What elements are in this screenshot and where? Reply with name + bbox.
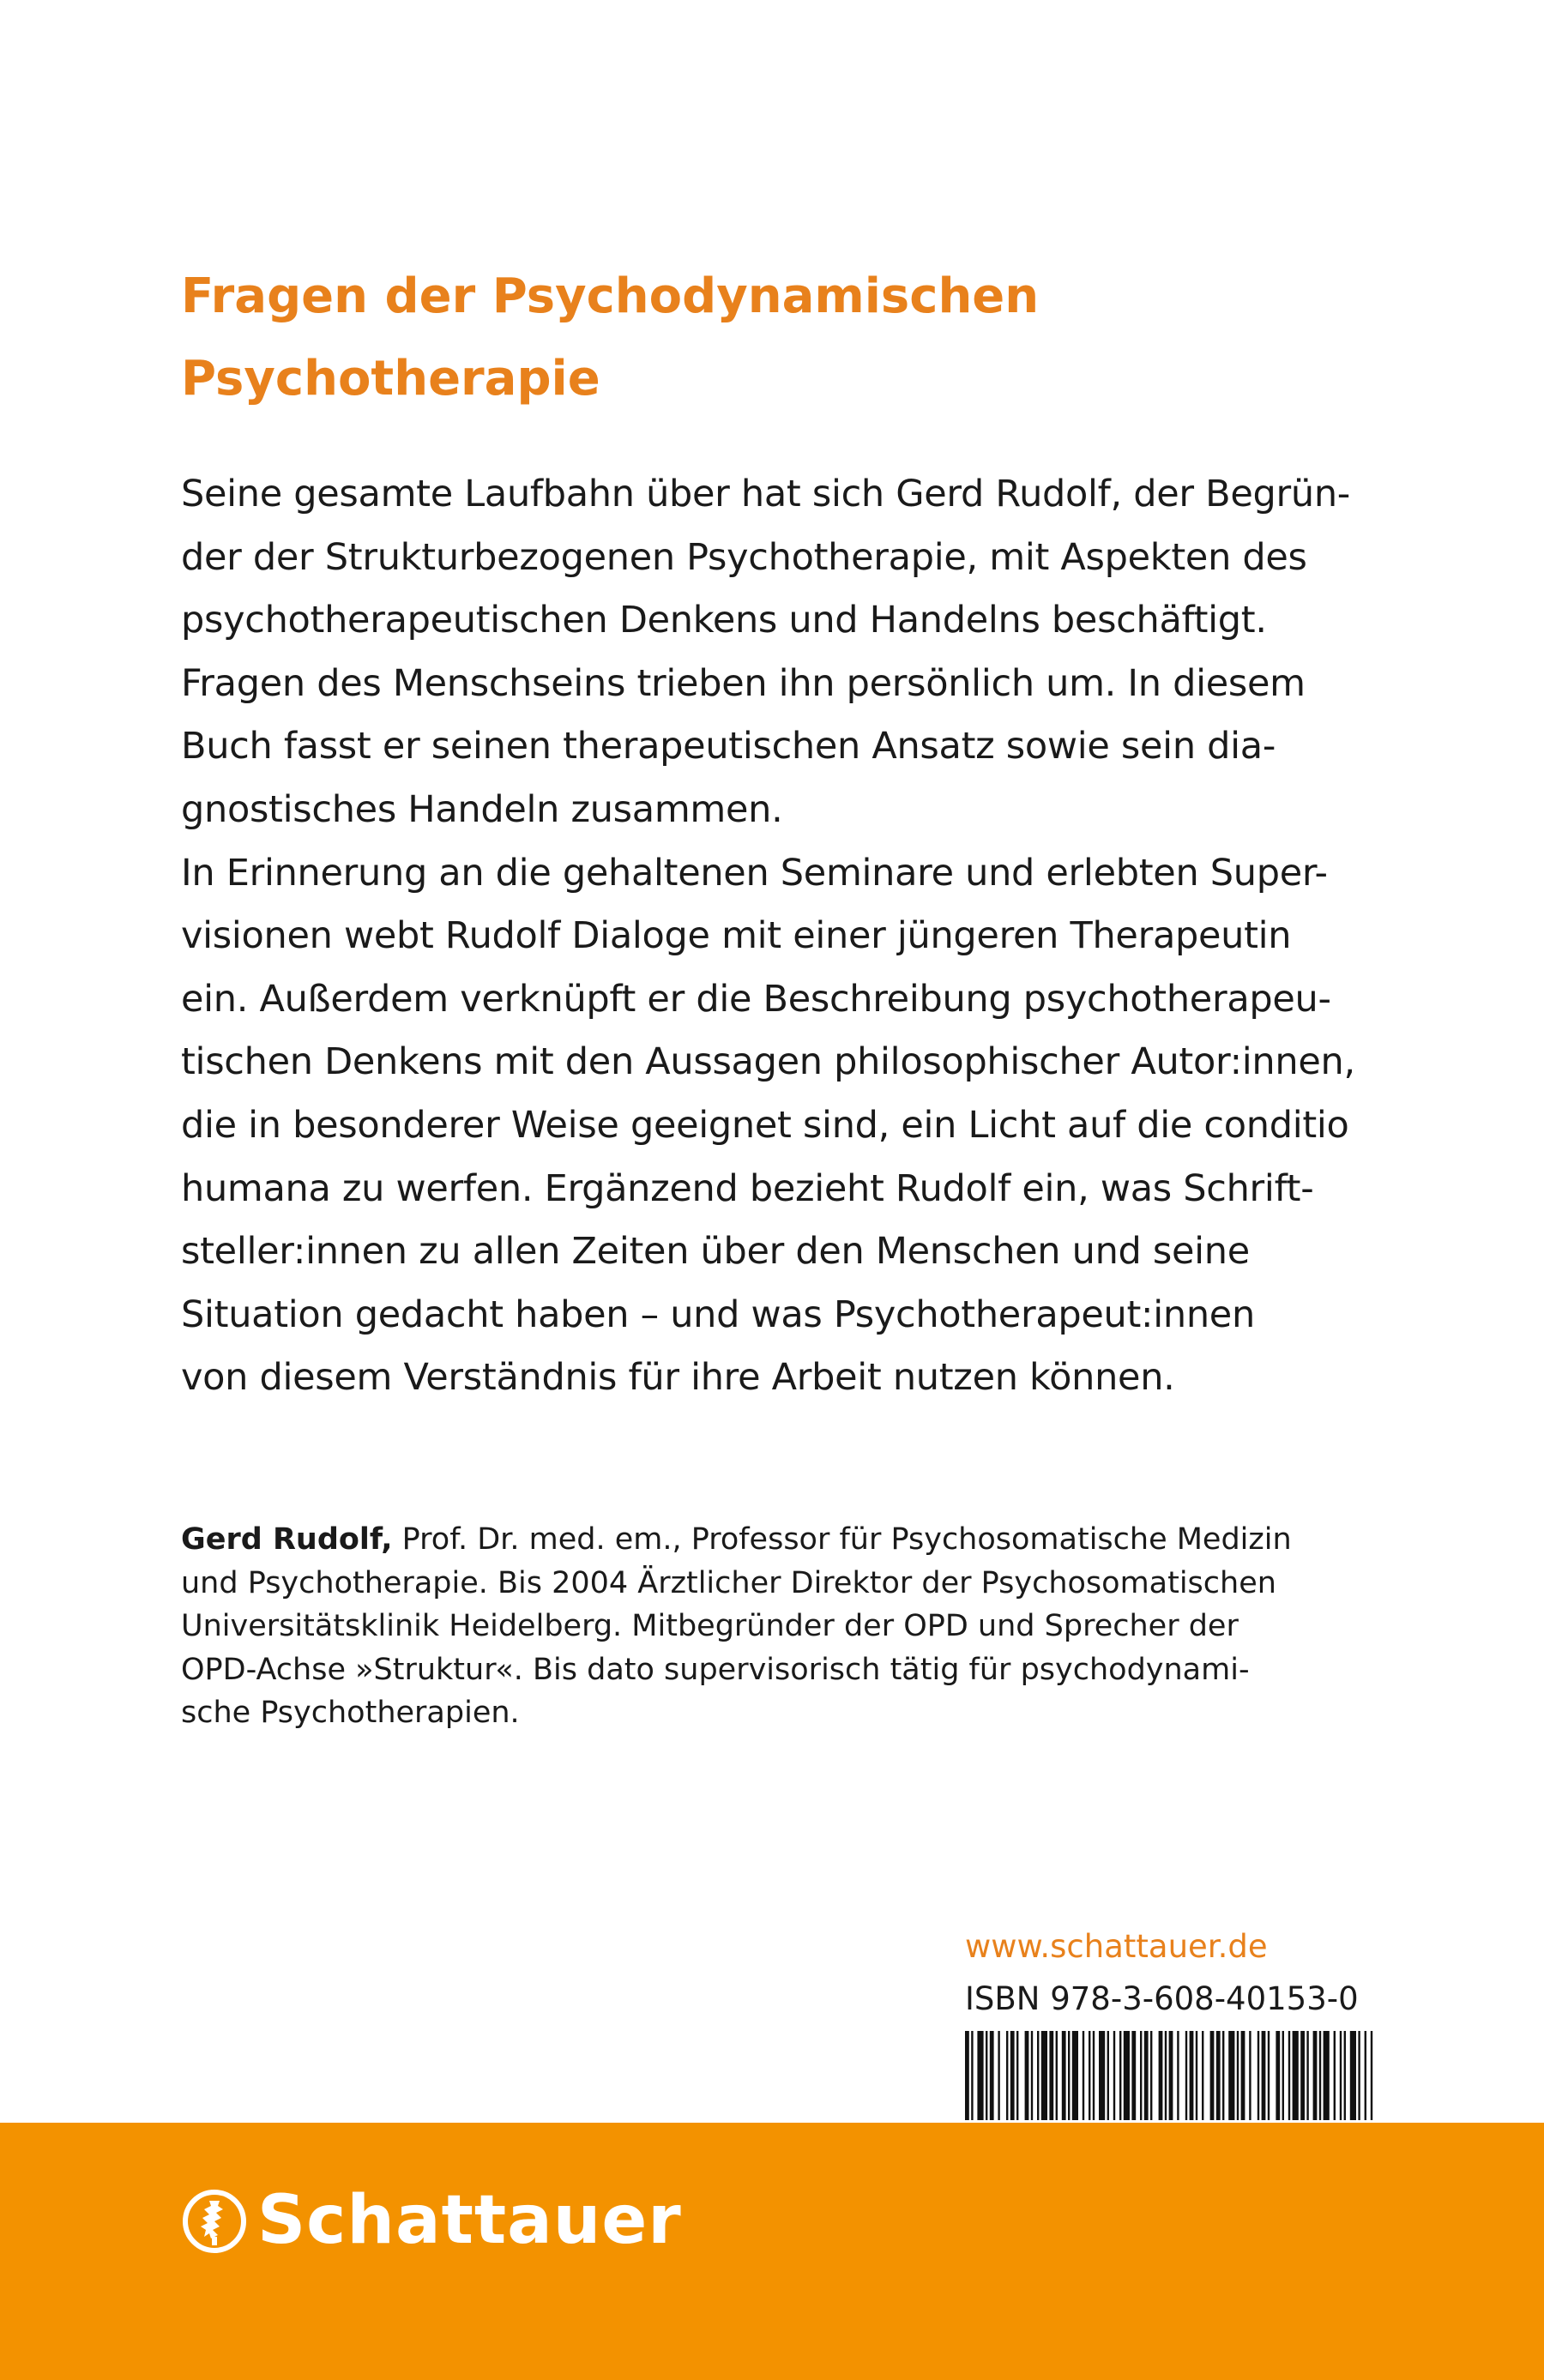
barcode-bar — [990, 2031, 994, 2120]
schattauer-logo-text[interactable]: Schattauer — [257, 2182, 682, 2259]
barcode-bar — [1124, 2031, 1130, 2120]
barcode-bar — [1237, 2031, 1239, 2120]
barcode-bar — [1041, 2031, 1047, 2120]
barcode-bar — [1319, 2031, 1321, 2120]
barcode-bar — [1185, 2031, 1187, 2120]
description-line: psychotherapeutischen Denkens und Handelns beschäftigt. — [181, 599, 1267, 642]
author-bio — [181, 1518, 1399, 1735]
barcode-bar — [1113, 2031, 1115, 2120]
barcode-bar — [1144, 2031, 1149, 2120]
barcode-bar — [1037, 2031, 1039, 2120]
barcode-bar — [977, 2031, 983, 2120]
barcode-bar — [1072, 2031, 1078, 2120]
isbn-number: ISBN 978-3-608-40153-0 — [965, 1980, 1359, 2017]
barcode-bar — [1159, 2031, 1163, 2120]
barcode-bar — [1190, 2031, 1194, 2120]
barcode-bar — [1300, 2031, 1305, 2120]
barcode-bar — [1228, 2031, 1234, 2120]
publisher-url[interactable]: www.schattauer.de — [965, 1928, 1268, 1965]
barcode-bar — [986, 2031, 987, 2120]
barcode-bar — [1056, 2031, 1058, 2120]
barcode-bar — [1196, 2031, 1197, 2120]
barcode-bar — [1049, 2031, 1053, 2120]
description-line: Fragen des Menschseins trieben ihn persönlich um. In diesem — [181, 661, 1306, 705]
description-line: die in besonderer Weise geeignet sind, ein Licht auf die conditio — [181, 1103, 1349, 1147]
barcode-bar — [1169, 2031, 1173, 2120]
author-bio-line: sche Psychotherapien. — [181, 1696, 520, 1730]
barcode-bar — [971, 2031, 973, 2120]
author-bio-line: und Psychotherapie. Bis 2004 Ärztlicher Direktor der Psychosomatischen — [181, 1565, 1276, 1600]
barcode-bar — [1249, 2031, 1251, 2120]
barcode-bar — [1016, 2031, 1018, 2120]
description-line: humana zu werfen. Ergänzend bezieht Rudolf ein, was Schrift- — [181, 1166, 1314, 1210]
description-line: In Erinnerung an die gehaltenen Seminare und erlebten Super- — [181, 851, 1328, 895]
barcode-bar — [1119, 2031, 1121, 2120]
barcode-bar — [1222, 2031, 1224, 2120]
description-line: Seine gesamte Laufbahn über hat sich Gerd Rudolf, der Begrün- — [181, 473, 1350, 515]
author-bio-first-line: Prof. Dr. med. em., Professor für Psychosomatische Medizin — [392, 1522, 1292, 1557]
barcode-bar — [1140, 2031, 1142, 2120]
barcode-bar — [1150, 2031, 1152, 2120]
description-line: visionen webt Rudolf Dialoge mit einer jüngeren Therapeutin — [181, 914, 1292, 958]
barcode-bar — [1288, 2031, 1290, 2120]
barcode-bar — [1093, 2031, 1095, 2120]
author-bio-line: Universitätsklinik Heidelberg. Mitbegründer der OPD und Sprecher der — [181, 1609, 1239, 1643]
barcode-bar — [1350, 2031, 1356, 2120]
barcode-bar — [1202, 2031, 1203, 2120]
description-line: steller:innen zu allen Zeiten über den Menschen und seine — [181, 1230, 1250, 1274]
barcode-bar — [965, 2031, 969, 2120]
barcode-bar — [1010, 2031, 1015, 2120]
book-description — [181, 463, 1382, 1410]
barcode-bar — [1334, 2031, 1336, 2120]
barcode-bar — [1068, 2031, 1070, 2120]
barcode-bar — [1324, 2031, 1330, 2120]
barcode-bar — [1099, 2031, 1105, 2120]
author-bio-line — [181, 1518, 1399, 1562]
barcode-bar — [1268, 2031, 1270, 2120]
barcode-bar — [1006, 2031, 1008, 2120]
barcode-bar — [1262, 2031, 1266, 2120]
barcode-bar — [1371, 2031, 1372, 2120]
barcode-bar — [1107, 2031, 1109, 2120]
barcode-bar — [1340, 2031, 1342, 2120]
barcode-bar — [1083, 2031, 1084, 2120]
barcode-bar — [1210, 2031, 1215, 2120]
barcode-bar — [1089, 2031, 1090, 2120]
description-line: ein. Außerdem verknüpft er die Beschreibung psychotherapeu- — [181, 977, 1331, 1021]
schattauer-logo-icon — [180, 2187, 249, 2256]
barcode-bar — [1062, 2031, 1066, 2120]
barcode — [965, 2031, 1374, 2120]
description-line: Situation gedacht haben – und was Psychotherapeut:innen — [181, 1292, 1255, 1336]
barcode-bar — [1177, 2031, 1179, 2120]
barcode-bar — [1313, 2031, 1318, 2120]
description-line: der der Strukturbezogenen Psychotherapie, mit Aspekten des — [181, 535, 1307, 579]
barcode-bar — [1358, 2031, 1360, 2120]
author-bio-line: OPD-Achse »Struktur«. Bis dato supervisorisch tätig für psychodynami- — [181, 1652, 1250, 1687]
description-line: gnostisches Handeln zusammen. — [181, 787, 783, 831]
barcode-bar — [1241, 2031, 1245, 2120]
barcode-bar — [1131, 2031, 1136, 2120]
barcode-graphic — [965, 2031, 1374, 2120]
barcode-bar — [1282, 2031, 1284, 2120]
barcode-bar — [1258, 2031, 1259, 2120]
barcode-bar — [1365, 2031, 1366, 2120]
heading-line-2: Psychotherapie — [181, 351, 600, 407]
barcode-bar — [1025, 2031, 1029, 2120]
author-name: Gerd Rudolf, — [181, 1522, 393, 1557]
heading-line-1: Fragen der Psychodynamischen — [181, 268, 1040, 324]
barcode-bar — [1031, 2031, 1033, 2120]
barcode-bar — [1276, 2031, 1280, 2120]
book-heading — [181, 256, 1382, 420]
barcode-bar — [1165, 2031, 1167, 2120]
description-line: Buch fasst er seinen therapeutischen Ansatz sowie sein dia- — [181, 725, 1276, 768]
barcode-bar — [1216, 2031, 1221, 2120]
description-line: tischen Denkens mit den Aussagen philosophischer Autor:innen, — [181, 1040, 1355, 1084]
barcode-bar — [998, 2031, 999, 2120]
barcode-bar — [1293, 2031, 1299, 2120]
barcode-bar — [1306, 2031, 1308, 2120]
description-line: von diesem Verständnis für ihre Arbeit nutzen können. — [181, 1356, 1175, 1400]
barcode-bar — [1344, 2031, 1346, 2120]
